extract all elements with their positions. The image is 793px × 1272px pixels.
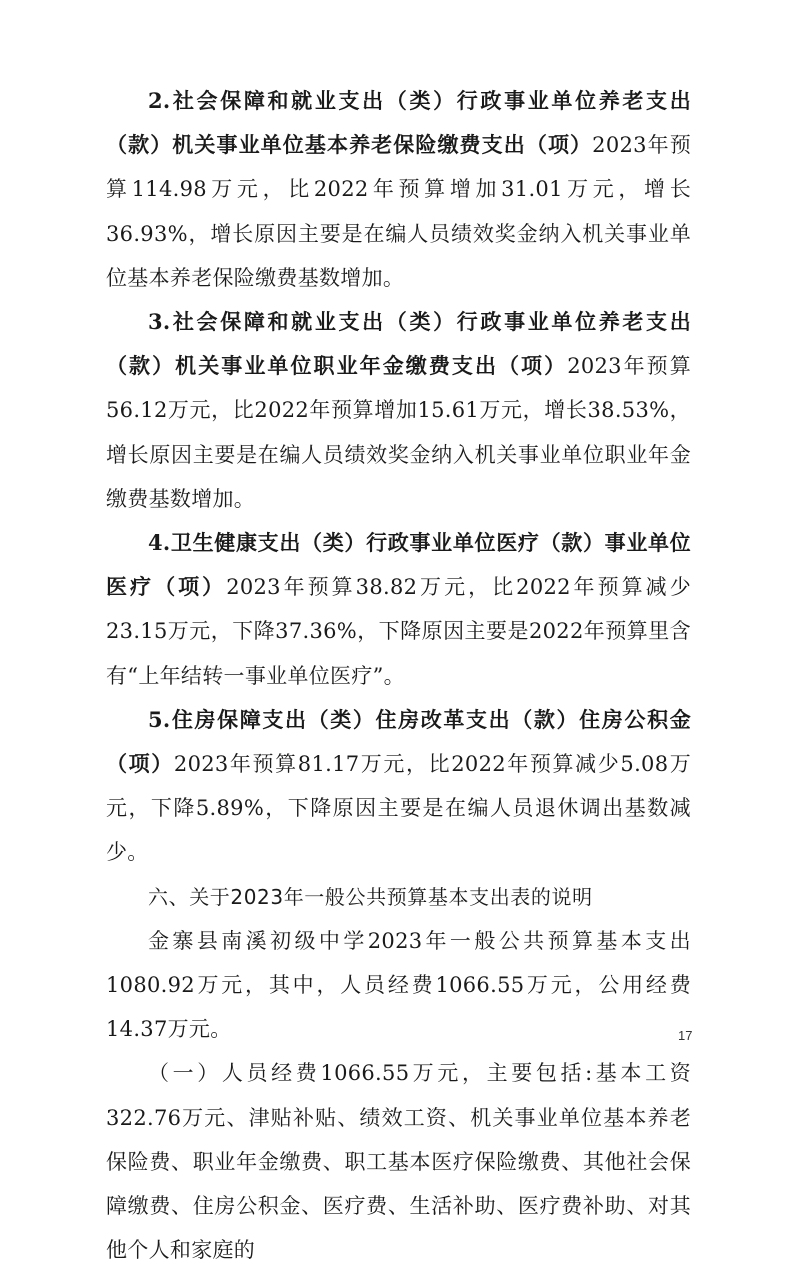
section-heading: 六、关于2023年一般公共预算基本支出表的说明: [148, 884, 593, 909]
page-content: [106, 79, 691, 1272]
paragraph-medical: [106, 521, 691, 698]
paragraph-text: 2023年预算56.12万元，比2022年预算增加15.61万元，增长38.53%，增长原因主要是在编人员绩效奖金纳入机关事业单位职业年金缴费基数增加。: [106, 354, 692, 511]
paragraph-basic-expenditure: 金寨县南溪初级中学2023年一般公共预算基本支出1080.92万元，其中，人员经费1066.55万元，公用经费14.37万元。: [106, 928, 691, 1042]
paragraph-lead: 2.社会保障和就业支出（类）行政事业单位养老支出（款）机关事业单位基本养老保险缴费支出（项）: [106, 88, 691, 158]
paragraph-occupational-annuity: [106, 300, 691, 521]
page-number: 17: [678, 1028, 693, 1043]
paragraph-pension-insurance: [106, 79, 691, 300]
paragraph-housing-fund: [106, 698, 691, 875]
paragraph-personnel-expenses: （一）人员经费1066.55万元，主要包括:基本工资322.76万元、津贴补贴、绩效工资、机关事业单位基本养老保险费、职业年金缴费、职工基本医疗保险缴费、其他社会保障缴费、住房公积金、医疗费、生活补助、医疗费补助、对其他个人和家庭的: [106, 1061, 691, 1263]
paragraph-lead: 5.住房保障支出（类）住房改革支出（款）住房公积金（项）: [106, 706, 691, 777]
paragraph-lead: 4.卫生健康支出（类）行政事业单位医疗（款）事业单位医疗（项）: [106, 530, 691, 600]
paragraph-text: 2023年预算81.17万元，比2022年预算减少5.08万元，下降5.89%，下降原因主要是在编人员退休调出基数减少。: [106, 752, 691, 865]
paragraph-lead: 3.社会保障和就业支出（类）行政事业单位养老支出（款）机关事业单位职业年金缴费支出（项）: [106, 309, 691, 379]
paragraph-text: 2023年预算114.98万元，比2022年预算增加31.01万元，增长36.93%，增长原因主要是在编人员绩效奖金纳入机关事业单位基本养老保险缴费基数增加。: [106, 133, 691, 290]
paragraph-text: 2023年预算38.82万元，比2022年预算减少23.15万元，下降37.36%，下降原因主要是2022年预算里含有“上年结转一事业单位医疗”。: [106, 575, 691, 688]
